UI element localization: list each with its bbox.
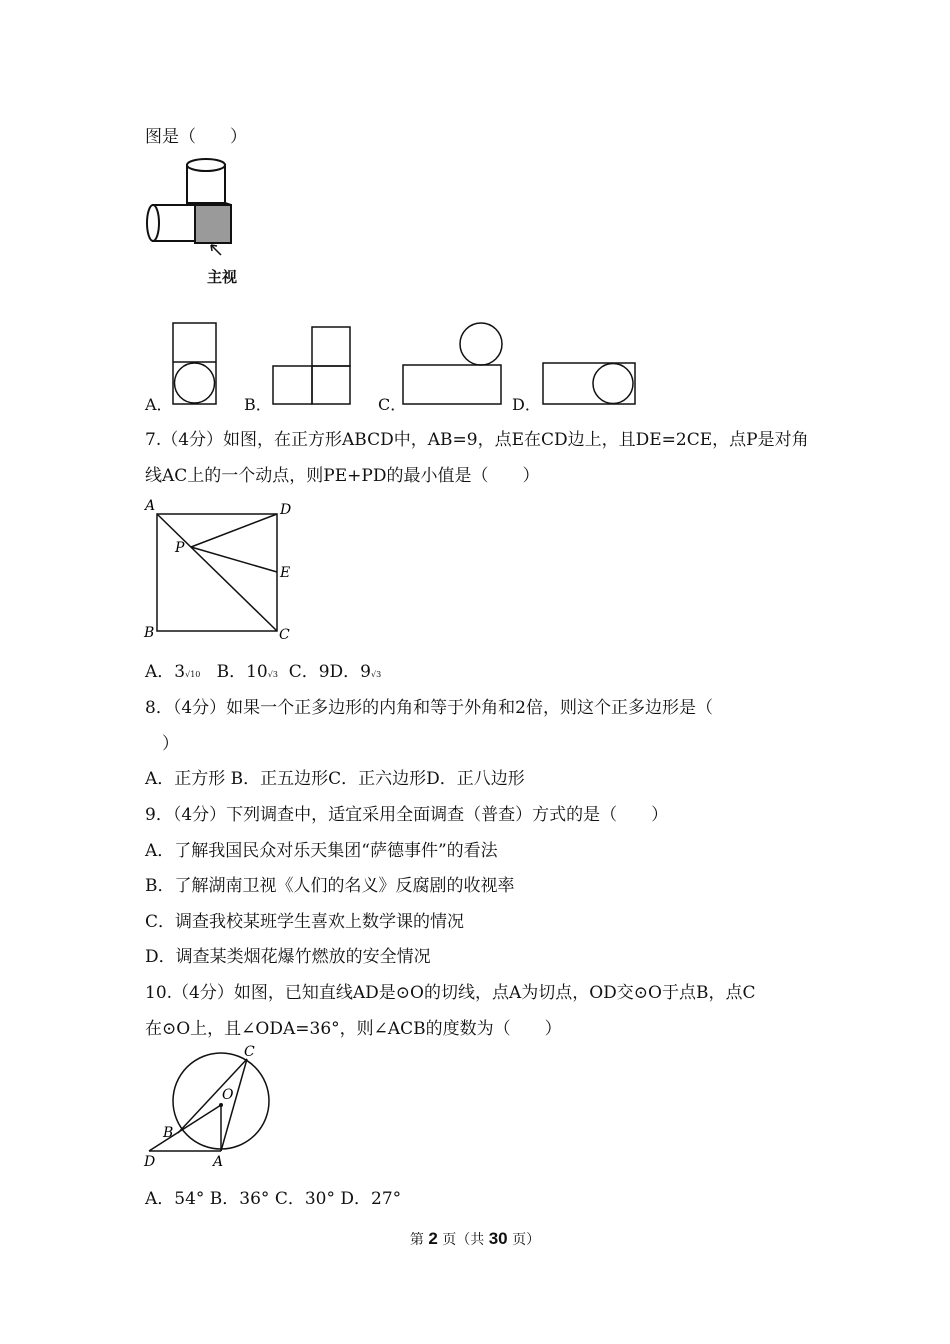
q6-option-b: B．	[244, 395, 272, 414]
q7-label-p: P	[175, 540, 185, 556]
q10-label-b: B	[163, 1125, 174, 1141]
q9-stem: 9．（4分）下列调查中，适宜采用全面调查（普查）方式的是（ ）	[145, 805, 669, 825]
footer-mid: 页（共	[442, 1232, 485, 1248]
q7-option-a: A．3	[145, 662, 186, 682]
q7-option-a-radical: √10	[185, 670, 201, 679]
q8-options: A．正方形 B．正五边形C．正六边形D．正八边形	[145, 769, 525, 789]
q8-stem-line1: 8．（4分）如果一个正多边形的内角和等于外角和2倍，则这个正多边形是（	[145, 698, 713, 718]
q10-stem-line1: 10.（4分）如图，已知直线AD是⊙O的切线，点A为切点，OD交⊙O于点B，点C	[145, 983, 756, 1003]
q7-options	[145, 661, 381, 686]
q7-stem-line1: 7.（4分）如图，在正方形ABCD中，AB=9，点E在CD边上，且DE=2CE，点P是对角	[145, 430, 809, 450]
q7-option-d-radical: √3	[371, 670, 382, 679]
footer-total-pages: 30	[488, 1229, 508, 1248]
q6-option-a-figure	[172, 322, 218, 406]
q6-view-label: 主视	[207, 268, 238, 286]
q9-option-c: C．调查我校某班学生喜欢上数学课的情况	[145, 912, 465, 932]
q10-label-c: C	[244, 1044, 255, 1060]
q7-label-e: E	[280, 565, 291, 581]
q10-label-o: O	[222, 1087, 234, 1103]
q6-stem-tail: 图是（ ）	[145, 127, 247, 147]
footer-suffix: 页）	[512, 1232, 541, 1248]
q7-option-cd: C．9D．9	[288, 662, 371, 682]
q7-label-b: B	[144, 625, 155, 641]
q6-option-b-figure	[272, 326, 352, 406]
q7-square-figure	[143, 497, 293, 645]
q10-options: A．54° B．36° C．30° D．27°	[145, 1189, 402, 1209]
q6-option-d-figure	[542, 362, 638, 406]
q7-option-b-radical: √3	[267, 670, 278, 679]
q10-circle-figure	[143, 1045, 278, 1173]
q6-3d-figure	[145, 155, 255, 285]
q9-option-d: D．调查某类烟花爆竹燃放的安全情况	[145, 947, 431, 967]
q6-option-c-figure	[402, 322, 504, 406]
q9-option-b: B．了解湖南卫视《人们的名义》反腐剧的收视率	[145, 876, 515, 896]
q7-label-d: D	[280, 502, 292, 518]
q7-label-c: C	[279, 627, 290, 643]
q10-label-a: A	[213, 1154, 224, 1170]
q6-option-a: A．	[145, 395, 173, 414]
q10-label-d: D	[144, 1154, 156, 1170]
footer-page-number: 2	[428, 1229, 438, 1248]
page-footer	[0, 1229, 950, 1249]
q7-stem-line2: 线AC上的一个动点，则PE+PD的最小值是（ ）	[145, 466, 540, 486]
footer-prefix: 第	[409, 1232, 424, 1248]
q7-label-a: A	[145, 498, 156, 514]
q7-option-b: B．10	[216, 662, 268, 682]
q10-stem-line2: 在⊙O上，且∠ODA=36°，则∠ACB的度数为（ ）	[145, 1019, 562, 1039]
q9-option-a: A．了解我国民众对乐天集团“萨德事件”的看法	[145, 841, 498, 861]
q6-option-d: D．	[512, 395, 541, 414]
q6-option-c: C．	[378, 395, 407, 414]
q8-stem-line2: ）	[162, 734, 179, 754]
